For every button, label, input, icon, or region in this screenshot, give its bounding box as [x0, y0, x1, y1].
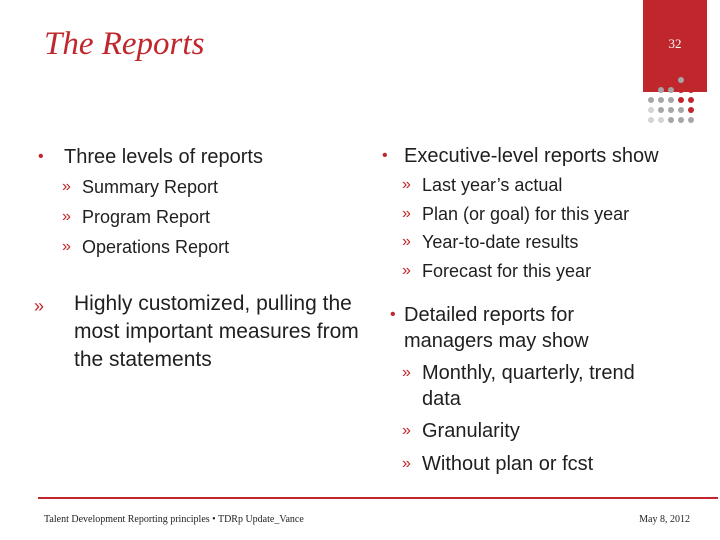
- decor-dot: [688, 107, 694, 113]
- sub-bullet-item: [34, 206, 364, 236]
- footer-caption: Talent Development Reporting principles • TDRp Update_Vance: [44, 514, 304, 525]
- decor-dot: [648, 107, 654, 113]
- sub-bullet-item: [378, 451, 703, 477]
- sub-bullet-item: [378, 231, 703, 260]
- sub-bullet-text: Without plan or fcst: [422, 453, 594, 475]
- decor-dot: [668, 107, 674, 113]
- slide-number-box: [643, 0, 707, 92]
- left-column: [34, 145, 364, 374]
- decor-dot: [668, 87, 674, 93]
- bullet-item: [378, 144, 703, 168]
- sub-bullet-item: [378, 418, 703, 444]
- right-column: [378, 144, 703, 477]
- chevron-bullet-icon: »: [34, 296, 45, 316]
- chevron-bullet-icon: »: [402, 204, 411, 222]
- sub-bullet-text: Forecast for this year: [422, 260, 592, 281]
- decor-dot: [678, 107, 684, 113]
- sub-bullet-text: Year-to-date results: [422, 232, 579, 252]
- decor-dot: [688, 97, 694, 103]
- sub-list: [378, 174, 703, 288]
- decor-dot: [658, 107, 664, 113]
- sub-bullet-item: [378, 360, 672, 412]
- decor-dot: [648, 97, 654, 103]
- highlight-note: [34, 290, 364, 374]
- chevron-bullet-icon: »: [62, 208, 71, 225]
- bullet-text: Detailed reports for managers may show: [404, 304, 589, 352]
- chevron-bullet-icon: »: [62, 238, 71, 255]
- sub-bullet-item: [378, 260, 703, 289]
- slide-number: 32: [668, 36, 682, 51]
- footer-date: May 8, 2012: [639, 514, 690, 525]
- sub-bullet-item: [378, 203, 703, 232]
- chevron-bullet-icon: »: [62, 178, 71, 195]
- decor-dot: [688, 117, 694, 123]
- sub-bullet-item: [34, 176, 364, 206]
- bullet-item: [34, 145, 364, 169]
- chevron-bullet-icon: »: [402, 261, 411, 279]
- highlight-text: Highly customized, pulling the most important measures from the statements: [74, 292, 359, 371]
- footer-divider: [38, 497, 718, 499]
- chevron-bullet-icon: »: [402, 455, 411, 472]
- bullet-text: Three levels of reports: [64, 146, 263, 168]
- decor-dot: [658, 117, 664, 123]
- bullet-dot-icon: •: [390, 306, 396, 323]
- sub-bullet-text: Plan (or goal) for this year: [422, 203, 630, 224]
- decor-dot: [688, 77, 694, 83]
- decor-dot: [658, 87, 664, 93]
- sub-bullet-item: [34, 236, 364, 266]
- bullet-dot-icon: •: [382, 147, 388, 164]
- bullet-text: Executive-level reports show: [404, 145, 659, 167]
- sub-bullet-text: Operations Report: [82, 237, 230, 257]
- decor-dot: [678, 97, 684, 103]
- decor-dot: [658, 97, 664, 103]
- sub-list: [34, 176, 364, 266]
- chevron-bullet-icon: »: [402, 364, 411, 381]
- decor-dot: [648, 117, 654, 123]
- sub-bullet-text: Program Report: [82, 207, 211, 227]
- slide-title: The Reports: [44, 26, 205, 62]
- chevron-bullet-icon: »: [402, 176, 411, 193]
- decor-dot: [668, 97, 674, 103]
- sub-bullet-item: [378, 174, 703, 203]
- decor-dot: [678, 117, 684, 123]
- sub-list: [378, 360, 703, 477]
- decor-dot: [688, 87, 694, 93]
- sub-bullet-text: Last year’s actual: [422, 175, 563, 195]
- chevron-bullet-icon: »: [402, 233, 411, 250]
- decor-dot: [668, 117, 674, 123]
- chevron-bullet-icon: »: [402, 422, 411, 439]
- sub-bullet-text: Granularity: [422, 420, 520, 442]
- decor-dot: [678, 87, 684, 93]
- sub-bullet-text: Monthly, quarterly, trend data: [422, 362, 635, 410]
- decor-dot: [678, 77, 684, 83]
- sub-bullet-text: Summary Report: [82, 177, 219, 197]
- bullet-item: [378, 302, 644, 354]
- bullet-dot-icon: •: [38, 148, 44, 165]
